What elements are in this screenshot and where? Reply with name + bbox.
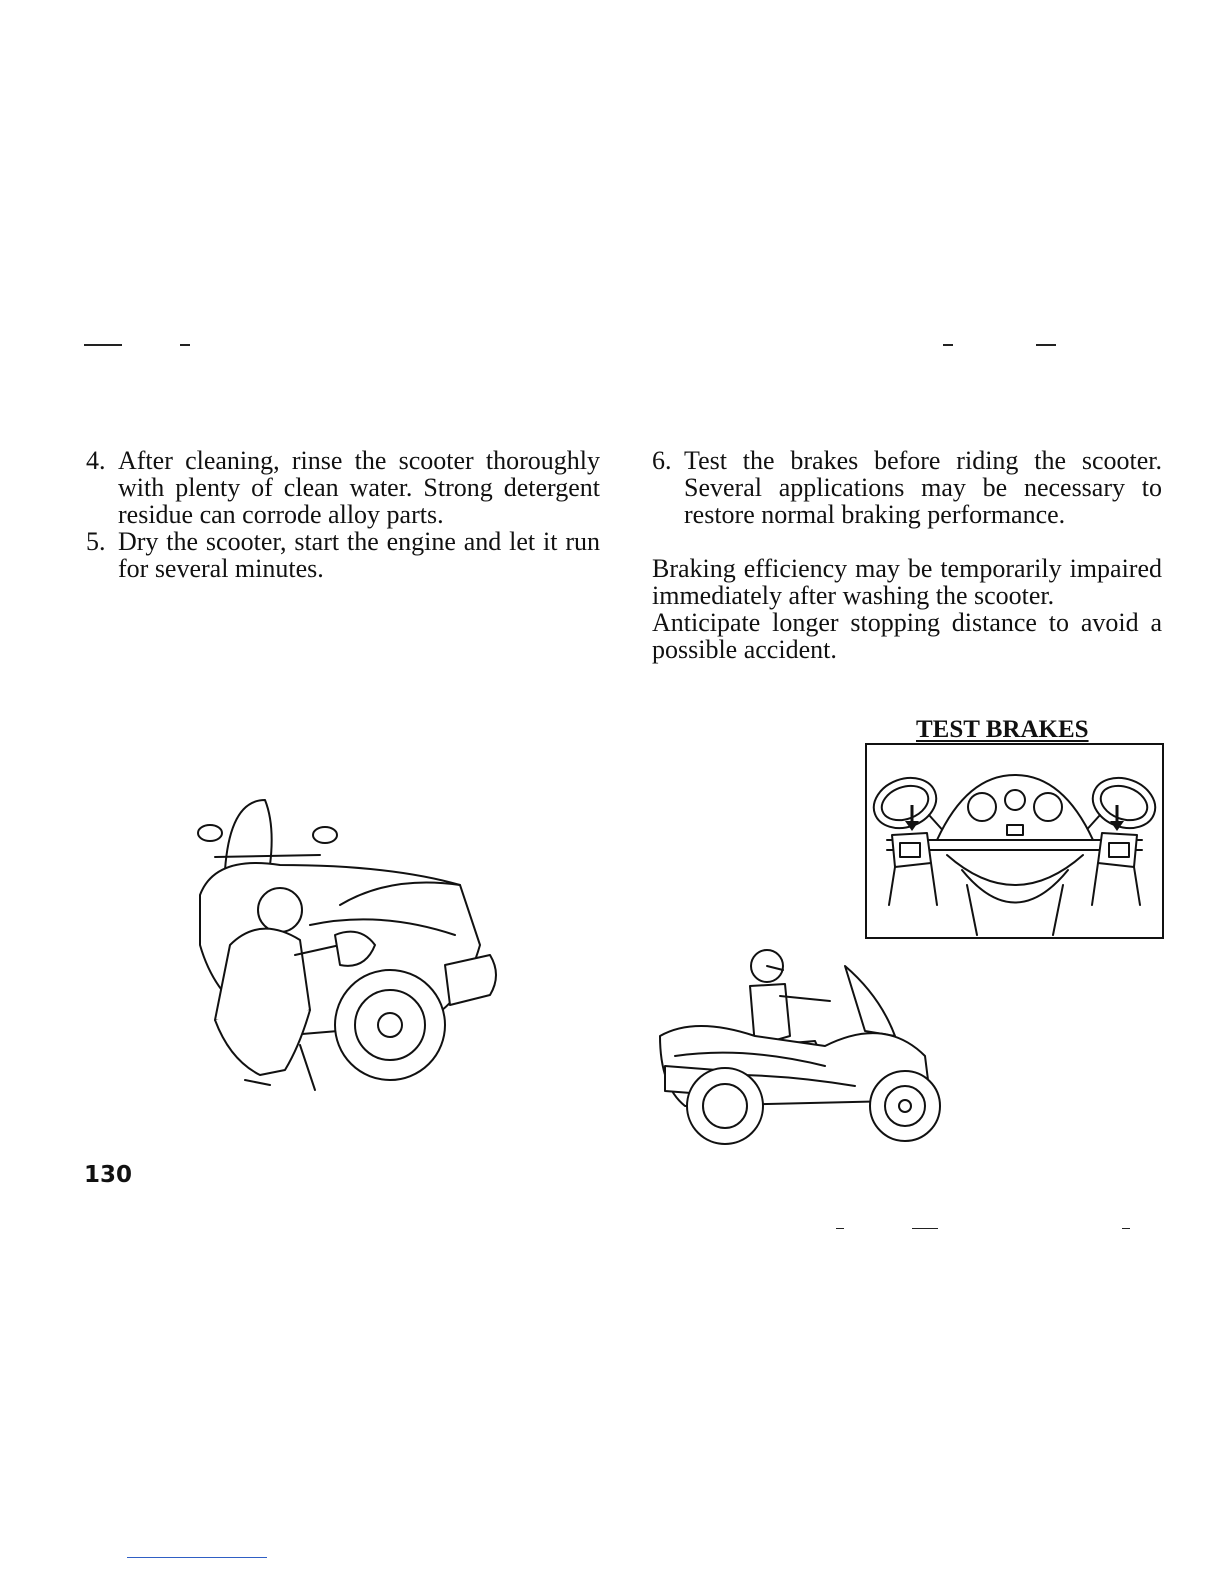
scan-mark	[180, 344, 190, 346]
scan-mark	[943, 344, 953, 346]
page-number: 130	[84, 1162, 133, 1188]
person-washing-scooter-illustration	[190, 795, 500, 1095]
step-text: Dry the scooter, start the engine and let it run for several minutes.	[118, 527, 600, 583]
scan-mark	[836, 1228, 844, 1229]
step-number: 6.	[652, 446, 672, 475]
right-column	[652, 447, 1162, 663]
note-paragraph: Anticipate longer stopping distance to avoid a possible accident.	[652, 608, 1162, 664]
figure-label: TEST BRAKES	[916, 716, 1089, 743]
left-column	[86, 447, 600, 582]
scan-mark	[84, 344, 122, 346]
rider-on-scooter-illustration	[655, 946, 945, 1146]
scan-mark	[912, 1228, 938, 1229]
scan-mark	[1122, 1228, 1130, 1229]
step-text: After cleaning, rinse the scooter thoroughly with plenty of clean water. Strong detergent residue can corrode alloy parts.	[118, 446, 600, 529]
step-number: 4.	[86, 446, 106, 475]
step-5	[86, 528, 600, 582]
step-number: 5.	[86, 527, 106, 556]
brake-figure-box	[865, 743, 1164, 939]
step-6	[652, 447, 1162, 528]
step-text: Test the brakes before riding the scooter. Several applications may be necessary to restore normal braking performance.	[684, 446, 1162, 529]
scan-mark	[1036, 344, 1056, 346]
bottom-link-underline[interactable]	[127, 1557, 267, 1558]
hands-squeezing-brake-levers-illustration	[867, 745, 1162, 937]
note-paragraph: Braking efficiency may be temporarily impaired immediately after washing the scooter.	[652, 554, 1162, 610]
step-4	[86, 447, 600, 528]
